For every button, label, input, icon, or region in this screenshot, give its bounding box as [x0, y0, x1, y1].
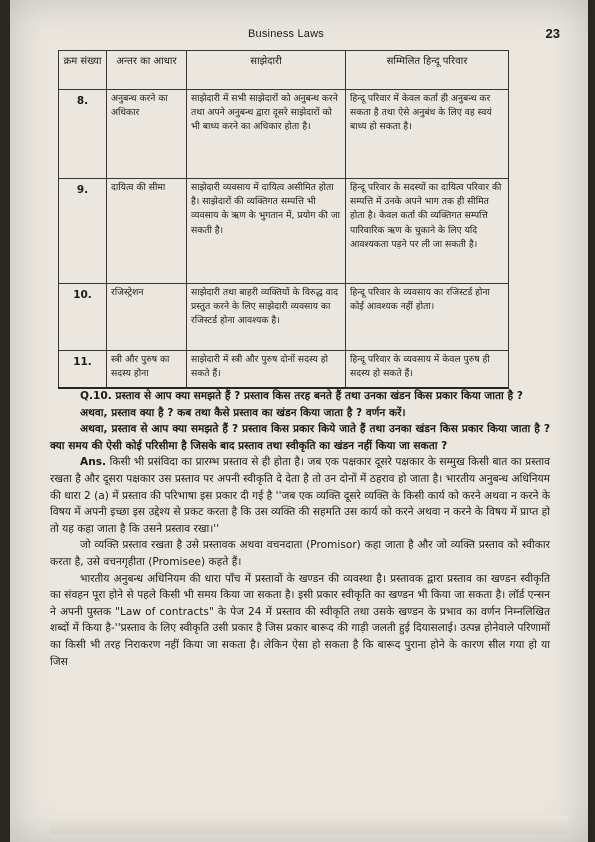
- table-row: [59, 284, 509, 351]
- answer-label: Ans.: [80, 456, 107, 469]
- question-text: प्रस्ताव से आप क्या समझते हैं ? प्रस्ताव किस तरह बनते हैं तथा उनका खंडन किस प्रकार किया जाता है ?: [115, 390, 523, 402]
- header-basis: अन्तर का आधार: [107, 51, 187, 90]
- running-title: Business Laws: [248, 28, 324, 40]
- row-number: 8.: [59, 90, 107, 179]
- row-number: 10.: [59, 284, 107, 351]
- table-header-row: [59, 51, 509, 90]
- comparison-table: [58, 50, 509, 389]
- answer-text: किसी भी प्रसंविदा का प्रारम्भ प्रस्ताव से ही होता है। जब एक पक्षकार दूसरे पक्षकार के सम्मुख किसी बात का प्रस्ताव रखता है और दूसरा पक्षकार उस प्रस्ताव पर अपनी स्वीकृति दे देता है तो उन दोनों में ठहराव हो जाता है। भारतीय अनुबन्ध अधिनियम की धारा 2 (a) में प्रस्ताव की परिभाषा इस प्रकार दी गई है ''जब एक व्यक्ति दूसरे व्यक्ति के किसी कार्य को करने अथवा न करने के विषय में अपनी इच्छा इस उद्देश्य से प्रकट करता है कि उस व्यक्ति की सहमति उस कार्य को करने अथवा न करने के विषय में प्राप्त हो तो यह कहा जाता है कि उसने प्रस्ताव रखा।'': [50, 456, 550, 535]
- row-huf: हिन्दू परिवार के व्यवसाय में केवल पुरुष ही सदस्य हो सकते हैं।: [346, 351, 509, 389]
- paragraph-promisor: जो व्यक्ति प्रस्ताव रखता है उसे प्रस्तावक अथवा वचनदाता (Promisor) कहा जाता है और जो व्यक्ति प्रस्ताव को स्वीकार करता है, उसे वचनगृहीता (Promisee) कहते हैं।: [50, 539, 550, 568]
- row-partnership: साझेदारी तथा बाहरी व्यक्तियों के विरुद्ध वाद प्रस्तुत करने के लिए साझेदारी व्यवसाय का रजिस्टर्ड होना आवश्यक है।: [187, 284, 346, 351]
- header-huf: सम्मिलित हिन्दू परिवार: [346, 51, 509, 90]
- row-number: 11.: [59, 351, 107, 389]
- page-bottom-edge: [50, 816, 568, 834]
- row-partnership: साझेदारी व्यवसाय में दायित्व असीमित होता है। साझेदारों की व्यक्तिगत सम्पत्ति भी व्यवसाय के ऋण के भुगतान में, प्रयोग की जा सकती है।: [187, 179, 346, 284]
- question-label: Q.10.: [80, 390, 112, 402]
- row-huf: हिन्दू परिवार के सदस्यों का दायित्व परिवार की सम्पत्ति में उनके अपने भाग तक ही सीमित होता है। केवल कर्ता की व्यक्तिगत सम्पत्ति पारिवारिक ऋण के चुकाने के लिए यदि आवश्यकता पड़ने पर ली जा सकती है।: [346, 179, 509, 284]
- row-basis: रजिस्ट्रेशन: [107, 284, 187, 351]
- page-number: 23: [545, 26, 560, 41]
- paragraph-revocation: भारतीय अनुबन्ध अधिनियम की धारा पाँच में प्रस्तावों के खण्डन की व्यवस्था है। प्रस्तावक द्वारा प्रस्ताव का खण्डन स्वीकृति का संवहन पूरा होने से पहले किसी भी समय किया जा सकता है। इसी प्रकार स्वीकृति का खण्डन भी किया जा सकता है। लॉर्ड एन्सन ने अपनी पुस्तक "Law of contracts" के पेज 24 में प्रस्ताव की स्वीकृति तथा उसके खण्डन के प्रभाव का वर्णन निम्नलिखित शब्दों में किया है-''प्रस्ताव के लिए स्वीकृति उसी प्रकार है जिस प्रकार बारूद की गाड़ी जलती हुई दियासलाई। उत्पन्न होनेवाले परिणामों का किसी भी तरह निराकरण नहीं किया जा सकता है। लेकिन ऐसा हो सकता है कि बारूद पुराना होने के कारण सील गया हो या जिस: [50, 572, 550, 668]
- body-text: [50, 388, 550, 670]
- table-row: [59, 179, 509, 284]
- row-huf: हिन्दू परिवार के व्यवसाय का रजिस्टर्ड होना कोई आवश्यक नहीं होता।: [346, 284, 509, 351]
- row-basis: दायित्व की सीमा: [107, 179, 187, 284]
- table-row: [59, 90, 509, 179]
- alternate-question-1: अथवा, प्रस्ताव क्या है ? कब तथा कैसे प्रस्ताव का खंडन किया जाता है ? वर्णन करें।: [80, 406, 406, 419]
- row-basis: अनुबन्ध करने का अधिकार: [107, 90, 187, 179]
- row-partnership: साझेदारी में सभी साझेदारों को अनुबन्ध करने तथा अपने अनुबन्ध द्वारा दूसरे साझेदारों को भी बाध्य करने का अधिकार होता है।: [187, 90, 346, 179]
- row-basis: स्त्री और पुरुष का सदस्य होना: [107, 351, 187, 389]
- question: [50, 388, 550, 405]
- row-huf: हिन्दू परिवार में केवल कर्ता ही अनुबन्ध कर सकता है तथा ऐसे अनुबंध के लिए वह स्वयं बाध्य हो सकता है।: [346, 90, 509, 179]
- row-partnership: साझेदारी में स्त्री और पुरुष दोनों सदस्य हो सकते हैं।: [187, 351, 346, 389]
- header-serial: क्रम संख्या: [59, 51, 107, 90]
- answer-paragraph: [50, 454, 550, 537]
- header-partnership: साझेदारी: [187, 51, 346, 90]
- row-number: 9.: [59, 179, 107, 284]
- table-row: [59, 351, 509, 389]
- page-header: [10, 28, 588, 44]
- alternate-question-2: अथवा, प्रस्ताव से आप क्या समझते हैं ? प्रस्ताव किस प्रकार किये जाते हैं तथा उनका खंडन किस प्रकार किया जाता है ? क्या समय की ऐसी कोई परिसीमा है जिसके बाद प्रस्ताव तथा स्वीकृति का खंडन नहीं किया जा सकता ?: [50, 423, 550, 452]
- book-page: [10, 0, 588, 842]
